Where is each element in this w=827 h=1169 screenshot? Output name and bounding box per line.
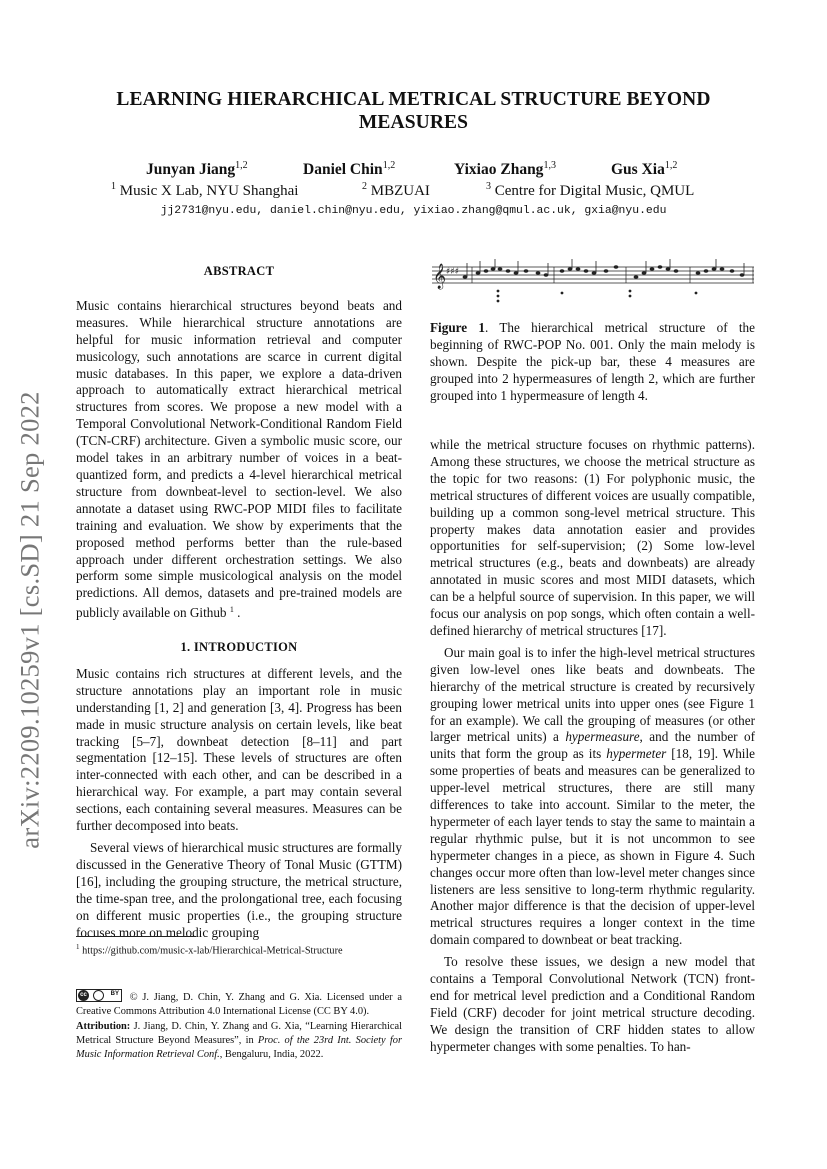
author-1: Junyan Jiang$^{1,2}$ [146, 160, 248, 178]
github-link[interactable]: https://github.com/music-x-lab/Hierarchical-Metrical-Structure [82, 945, 343, 957]
author-emails: jj2731@nyu.edu, daniel.chin@nyu.edu, yixiao.zhang@qmul.ac.uk, gxia@nyu.edu [160, 205, 667, 217]
author-list [0, 160, 827, 182]
author-4: Gus Xia$^{1,2}$ [611, 160, 678, 178]
figure-1-music-score [430, 258, 755, 308]
author-3: Yixiao Zhang$^{1,3}$ [454, 160, 556, 178]
affiliation-2: $^2$ MBZUAI [362, 181, 430, 199]
footnote: $^1$ https://github.com/music-x-lab/Hierarchical-Metrical-Structure [76, 943, 343, 957]
intro-paragraph-1: Music contains rich structures at different levels, and the structure annotations play an important role in music understanding [1, 2] and generation [3, 4]. Progress has been made in music structure analysis on certain levels, like beat tracking [5–7], downbeat detection [8–11] and part segmentation [12–15]. These levels of structures are often inter-connected with each other, and can be described in a hierarchical way. For example, a part may contain several sections, each containing several measures. Measures can be further decomposed into beats. [76, 665, 402, 834]
figure-1-caption: Figure 1. The hierarchical metrical structure of the beginning of RWC-POP No. 001. Only the main melody is shown. Despite the pick-up bar, these 4 measures are grouped into 2 hypermeasures of length 2, which are further grouped into 1 hypermeasure of length 4. [430, 320, 755, 403]
abstract-text: Music contains hierarchical structures beyond beats and measures. While hierarchical structure annotations are helpful for music information retrieval and computer musicology, such annotations are scarce in current digital music databases. In this paper, we explore a data-driven approach to automatically extract hierarchical metrical structures from scores. We propose a new model with a Temporal Convolutional Network-Conditional Random Field (TCN-CRF) architecture. Given a symbolic music score, our model takes in an arbitrary number of voices in a beat-quantized form, and predicts a 4-level hierarchical metrical structure from downbeat-level to section-level. We also annotate a dataset using RWC-POP MIDI files to facilitate training and evaluation. We show by experiments that the proposed method performs better than the rule-based approach under different orchestration settings. We also perform some simple musicological analysis on the model predictions. All demos, datasets and pre-trained models are publicly available on Github $^1$ . [76, 297, 402, 621]
right-column-body [430, 437, 755, 1056]
introduction-heading: 1. INTRODUCTION [180, 640, 298, 654]
svg-text:♯♯♯: ♯♯♯ [446, 267, 460, 277]
cc-by-badge-icon: cc BY [76, 989, 122, 1002]
abstract-section [76, 263, 402, 622]
introduction-section [76, 639, 402, 941]
sheet-music-image [430, 258, 755, 308]
right-paragraph-2: Our main goal is to infer the high-level metrical structures given low-level ones like beats and downbeats. The hierarchy of the metrical structure is created by recursively grouping lower metrical units into upper ones (see Figure 1 for an example). We call the grouping of measures (or other larger metrical units) a hypermeasure, and the number of units that form the group as its hypermeter [18, 19]. While some properties of beats and measures can be generalized to upper-level metrical structures, there are still many differences to take into account. Similar to the meter, the hypermeter of each layer tends to stay the same to maintain a regular rhythmic pulse, but it is not uncommon to see hypermeter changes in a piece, as shown in Figure 4. Such changes occur more often than low-level meter changes since listeners are less sensitive to long-term rhythmic regularity. Another major difference is that the decision of upper-level metrical structures requires a longer context in the time domain compared to downbeat or beat tracking. [430, 644, 755, 948]
svg-text:𝄞: 𝄞 [433, 264, 447, 289]
paper-title: LEARNING HIERARCHICAL METRICAL STRUCTURE BEYOND MEASURES [116, 89, 711, 133]
license-block: cc BY © J. Jiang, D. Chin, Y. Zhang and G. Xia. Licensed under a Creative Commons Attribution 4.0 International License (CC BY 4.0). Attribution: J. Jiang, D. Chin, Y. Zhang and G. Xia, “Learning Hierarchical Metrical Structure Beyond Measures”, in Proc. of the 23rd Int. Society for Music Information Retrieval Conf., Bengaluru, India, 2022. [76, 991, 402, 1061]
affiliation-1: $^1$ Music X Lab, NYU Shanghai [111, 181, 299, 199]
footnote-rule [76, 936, 196, 937]
footnote-marker: 1 [229, 605, 234, 615]
right-paragraph-1: while the metrical structure focuses on rhythmic patterns). Among these structures, we choose the metrical structure as the topic for two reasons: (1) For polyphonic music, the metrical structures of different voices are usually compatible, building up a common song-level metrical structure. This property makes data annotation easier and provides opportunities for self-supervision; (2) Some low-level metrical structures (e.g., beats and downbeats) are already annotated in music scores and most MIDI datasets, which can be a helpful source of supervision. In this paper, we will focus our analysis on pop songs, which often contain a well-defined hierarchy of metrical structures [17]. [430, 437, 755, 638]
right-paragraph-3: To resolve these issues, we design a new model that contains a Temporal Convolutional Network (TCN) front-end for metrical level prediction and a Conditional Random Field (CRF) decoder for joint metrical structure decoding. We design the transition of CRF hidden states to allow hypermeter changes with some penalties. To han- [430, 954, 755, 1054]
abstract-heading: ABSTRACT [203, 264, 275, 278]
affiliation-list [0, 181, 827, 201]
arxiv-identifier: arXiv:2209.10259v1 [cs.SD] 21 Sep 2022 [14, 391, 45, 849]
affiliation-3: $^3$ Centre for Digital Music, QMUL [486, 181, 695, 199]
author-2: Daniel Chin$^{1,2}$ [303, 160, 396, 178]
intro-paragraph-2: Several views of hierarchical music structures are formally discussed in the Generative Theory of Tonal Music (GTTM) [16], including the grouping structure, the metrical structure, the time-span tree, and the prolongational tree, each focusing on different music properties (i.e., the grouping structure focuses more on melodic grouping [76, 839, 402, 940]
